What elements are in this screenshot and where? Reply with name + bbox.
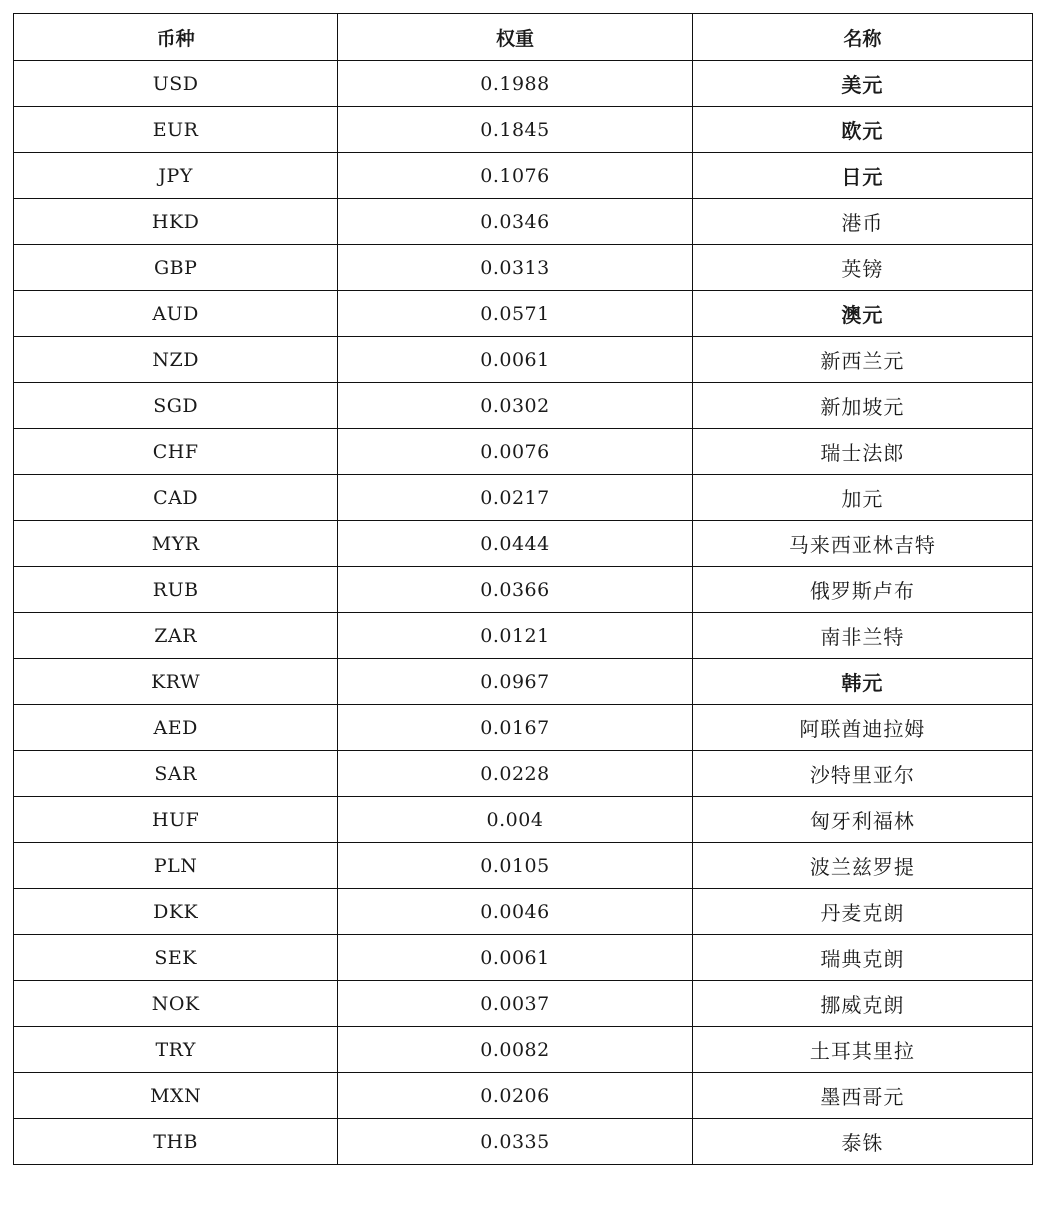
table-row [14,199,1033,245]
cell-code: SGD [14,383,338,429]
cell-name: 波兰兹罗提 [692,843,1032,889]
cell-code: HUF [14,797,338,843]
cell-weight: 0.0346 [338,199,692,245]
cell-name: 土耳其里拉 [692,1027,1032,1073]
cell-name: 南非兰特 [692,613,1032,659]
cell-name: 日元 [692,153,1032,199]
table-row [14,107,1033,153]
table-row [14,1073,1033,1119]
cell-weight: 0.004 [338,797,692,843]
cell-weight: 0.1988 [338,61,692,107]
cell-name: 瑞士法郎 [692,429,1032,475]
cell-name: 澳元 [692,291,1032,337]
cell-weight: 0.0105 [338,843,692,889]
cell-code: EUR [14,107,338,153]
table-row [14,245,1033,291]
cell-code: SEK [14,935,338,981]
cell-name: 泰铢 [692,1119,1032,1165]
table-row [14,797,1033,843]
cell-weight: 0.0444 [338,521,692,567]
cell-name: 新西兰元 [692,337,1032,383]
cell-code: TRY [14,1027,338,1073]
table-row [14,475,1033,521]
table-row [14,61,1033,107]
currency-weight-table [13,13,1033,1165]
table-row [14,659,1033,705]
cell-code: CAD [14,475,338,521]
cell-code: MYR [14,521,338,567]
cell-weight: 0.0061 [338,935,692,981]
cell-code: DKK [14,889,338,935]
cell-code: THB [14,1119,338,1165]
table-body [14,61,1033,1165]
cell-code: NOK [14,981,338,1027]
cell-weight: 0.0082 [338,1027,692,1073]
cell-name: 韩元 [692,659,1032,705]
table-row [14,981,1033,1027]
table-row [14,1027,1033,1073]
cell-weight: 0.0037 [338,981,692,1027]
cell-name: 新加坡元 [692,383,1032,429]
cell-weight: 0.0313 [338,245,692,291]
cell-name: 墨西哥元 [692,1073,1032,1119]
cell-name: 加元 [692,475,1032,521]
cell-weight: 0.0571 [338,291,692,337]
header-code: 币种 [14,14,338,61]
cell-weight: 0.0076 [338,429,692,475]
cell-code: MXN [14,1073,338,1119]
cell-name: 俄罗斯卢布 [692,567,1032,613]
cell-code: ZAR [14,613,338,659]
table-row [14,935,1033,981]
cell-name: 英镑 [692,245,1032,291]
cell-name: 马来西亚林吉特 [692,521,1032,567]
cell-name: 沙特里亚尔 [692,751,1032,797]
cell-name: 欧元 [692,107,1032,153]
cell-code: JPY [14,153,338,199]
header-name: 名称 [692,14,1032,61]
table-row [14,521,1033,567]
cell-code: GBP [14,245,338,291]
cell-code: RUB [14,567,338,613]
table-row [14,889,1033,935]
cell-name: 匈牙利福林 [692,797,1032,843]
cell-weight: 0.1076 [338,153,692,199]
cell-code: NZD [14,337,338,383]
cell-weight: 0.0366 [338,567,692,613]
table-row [14,843,1033,889]
cell-weight: 0.0121 [338,613,692,659]
cell-weight: 0.0167 [338,705,692,751]
cell-code: HKD [14,199,338,245]
cell-weight: 0.0967 [338,659,692,705]
cell-code: USD [14,61,338,107]
table-header [14,14,1033,61]
cell-code: AED [14,705,338,751]
table-row [14,153,1033,199]
table-row [14,613,1033,659]
cell-code: PLN [14,843,338,889]
header-row [14,14,1033,61]
cell-code: SAR [14,751,338,797]
cell-code: CHF [14,429,338,475]
cell-name: 阿联酋迪拉姆 [692,705,1032,751]
cell-weight: 0.0046 [338,889,692,935]
table-row [14,1119,1033,1165]
cell-weight: 0.0206 [338,1073,692,1119]
cell-code: KRW [14,659,338,705]
cell-weight: 0.0228 [338,751,692,797]
table-row [14,751,1033,797]
table-row [14,705,1033,751]
cell-name: 港币 [692,199,1032,245]
cell-weight: 0.1845 [338,107,692,153]
cell-weight: 0.0335 [338,1119,692,1165]
table-row [14,337,1033,383]
cell-weight: 0.0217 [338,475,692,521]
cell-name: 瑞典克朗 [692,935,1032,981]
cell-weight: 0.0302 [338,383,692,429]
cell-name: 挪威克朗 [692,981,1032,1027]
table-row [14,383,1033,429]
table-row [14,429,1033,475]
table-row [14,567,1033,613]
table-row [14,291,1033,337]
header-weight: 权重 [338,14,692,61]
cell-name: 丹麦克朗 [692,889,1032,935]
cell-weight: 0.0061 [338,337,692,383]
cell-name: 美元 [692,61,1032,107]
cell-code: AUD [14,291,338,337]
